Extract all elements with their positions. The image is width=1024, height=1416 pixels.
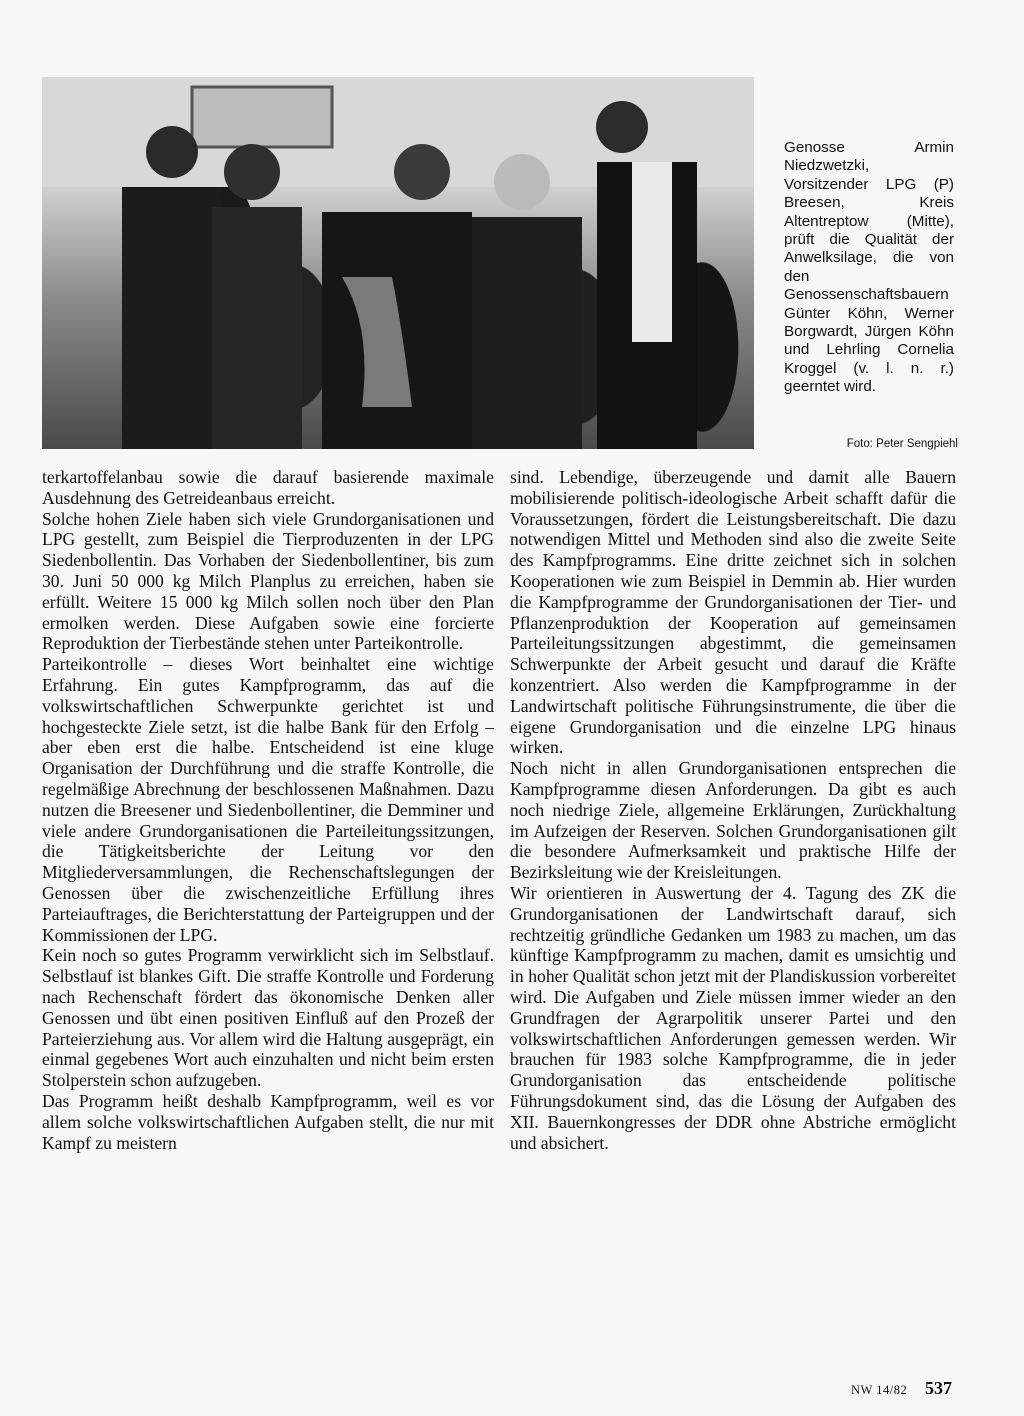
photo-caption <box>784 139 954 397</box>
photo-illustration <box>42 77 754 449</box>
paragraph: Das Programm heißt deshalb Kampfprogramm, weil es vor allem solche volkswirtschaftlichen Aufgaben stellt, die nur mit Kampf zu meistern <box>42 1090 494 1153</box>
photo-caption-text: Genosse Armin Niedzwetzki, Vorsitzender LPG (P) Breesen, Kreis Altentreptow (Mitte), prüft die Qualität der Anwelksilage, die von den Genossenschaftsbauern Günter Köhn, Werner Borgwardt, Jürgen Köhn und Lehrling Cornelia Kroggel (v. l. n. r.) geerntet wird. <box>784 139 954 396</box>
page-number: 537 <box>925 1378 952 1398</box>
paragraph: terkartoffelanbau sowie die darauf basierende maximale Ausdehnung des Getreideanbaus erreicht. <box>42 467 494 508</box>
paragraph: Parteikontrolle – dieses Wort beinhaltet eine wichtige Erfahrung. Ein gutes Kampfprogramm, das auf die volkswirtschaftlichen Schwerpunkte gerichtet ist und hochgesteckte Ziele setzt, ist die halbe Bank für den Erfolg – aber eben erst die halbe. Entscheidend ist eine kluge Organisation der Durchführung und die straffe Kontrolle, die regelmäßige Abrechnung der beschlossenen Maßnahmen. Dazu nutzen die Breesener und Siedenbollentiner, die Demminer und viele andere Grundorganisationen die Parteileitungssitzungen, die Tätigkeitsberichte der Leitung vor den Mitgliederversammlungen, die Rechenschaftslegungen der Genossen über die zwischenzeitliche Erfüllung ihres Parteiauftrages, die Berichterstattung der Parteigruppen und der Kommissionen der LPG. <box>42 654 494 945</box>
article-column-right <box>510 467 956 1153</box>
article-column-left <box>42 467 494 1153</box>
paragraph: sind. Lebendige, überzeugende und damit alle Bauern mobilisierende politisch-ideologische Arbeit schafft dafür die Voraussetzungen, fördert die Leistungsbereitschaft. Die dazu notwendigen Mittel und Methoden sind also die zweite Seite des Kampfprogramms. Eine dritte zeichnet sich in solchen Kooperationen wie zum Beispiel in Demmin ab. Hier wurden die Kampfprogramme der Grundorganisationen der Tier- und Pflanzenproduktion der Kooperation auf gemeinsamen Parteileitungssitzungen abgestimmt, die gemeinsamen Schwerpunkte der Arbeit gesucht und darauf die Kräfte konzentriert. Also werden die Kampfprogramme in der Landwirtschaft politische Führungsinstrumente, die über die eigene Grundorganisation und die einzelne LPG hinaus wirken. <box>510 467 956 758</box>
paragraph: Wir orientieren in Auswertung der 4. Tagung des ZK die Grundorganisationen der Landwirtschaft darauf, sich rechtzeitig gründliche Gedanken um 1983 zu machen, um das künftige Kampfprogramm zu machen, damit es umsichtig und in hoher Qualität schon jetzt mit der Plandiskussion vorbereitet wird. Die Aufgaben und Ziele müssen immer wieder an den Grundfragen der Agrarpolitik unserer Partei und den volkswirtschaftlichen Anforderungen gemessen werden. Wir brauchen für 1983 solche Kampfprogramme, die in jeder Grundorganisation das entscheidende politische Führungsdokument sind, das die Lösung der Aufgaben des XII. Bauernkongresses der DDR ohne Abstriche ermöglicht und absichert. <box>510 882 956 1153</box>
paragraph: Solche hohen Ziele haben sich viele Grundorganisationen und LPG gestellt, zum Beispiel die Tierproduzenten in der LPG Siedenbollentin. Das Vorhaben der Siedenbollentiner, bis zum 30. Juni 50 000 kg Milch Planplus zu erreichen, haben sie erfüllt. Weitere 15 000 kg Milch sollen noch über den Plan ermolken werden. Diese Aufgaben sowie eine forcierte Reproduktion der Tierbestände stehen unter Parteikontrolle. <box>42 508 494 654</box>
paragraph: Kein noch so gutes Programm verwirklicht sich im Selbstlauf. Selbstlauf ist blankes Gift. Die straffe Kontrolle und Forderung nach Rechenschaft fördert das ökonomische Denken aller Genossen und übt einen positiven Einfluß auf den Prozeß der Parteierziehung aus. Vor allem wird die Haltung ausgeprägt, ein einmal gegebenes Wort auch einzuhalten und nicht beim ersten Stolperstein schon aufzugeben. <box>42 945 494 1091</box>
photo-credit: Foto: Peter Sengpiehl <box>846 438 958 450</box>
paragraph: Noch nicht in allen Grundorganisationen entsprechen die Kampfprogramme diesen Anforderungen. Da gibt es auch noch niedrige Ziele, allgemeine Erklärungen, Zurückhaltung im Aufzeigen der Reserven. Solchen Grundorganisationen gilt die besondere Aufmerksamkeit und praktische Hilfe der Bezirksleitung wie der Kreisleitungen. <box>510 758 956 883</box>
photo-farmers-silage <box>42 77 754 449</box>
issue-reference: NW 14/82 <box>851 1383 908 1397</box>
